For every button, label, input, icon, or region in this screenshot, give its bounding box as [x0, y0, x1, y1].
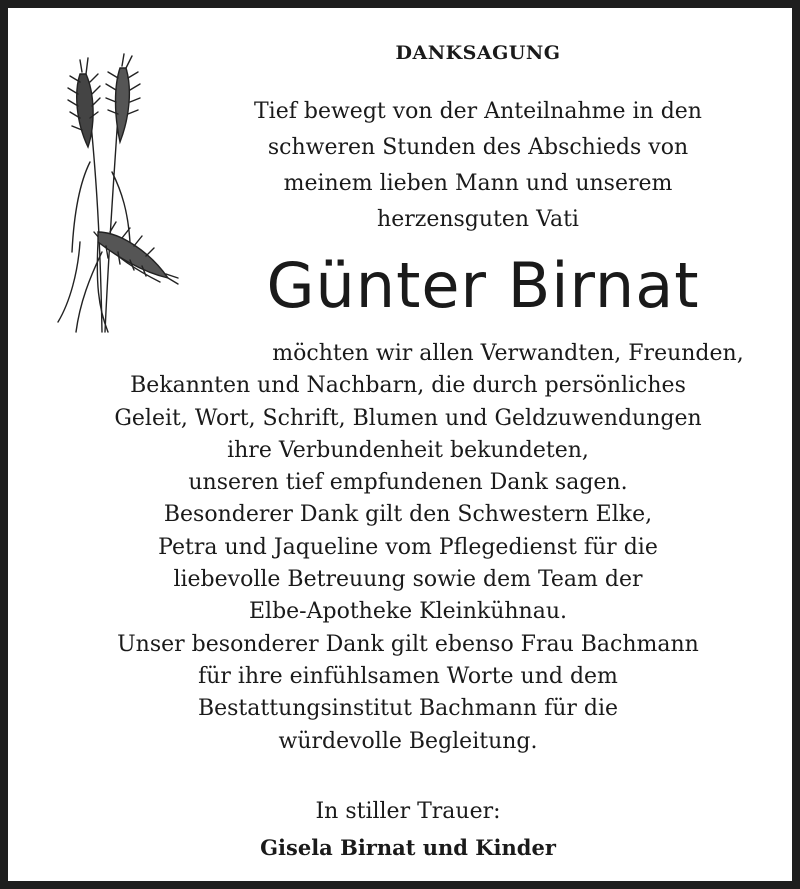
message-line: würdevolle Begleitung. [278, 728, 538, 754]
intro-text [198, 94, 758, 238]
intro-line: schweren Stunden des Abschieds von [267, 135, 689, 160]
closing-line: In stiller Trauer: [315, 799, 501, 824]
message-line: für ihre einfühlsamen Worte und dem [198, 663, 618, 689]
intro-line: meinem lieben Mann und unserem [283, 171, 673, 196]
message-line: Unser besonderer Dank gilt ebenso Frau Bachmann [117, 631, 699, 657]
message-line: Geleit, Wort, Schrift, Blumen und Geldzuwendungen [114, 405, 702, 431]
message-line: ihre Verbundenheit bekundeten, [227, 437, 589, 463]
deceased-name: Günter Birnat [266, 249, 700, 322]
intro-line: Tief bewegt von der Anteilnahme in den [254, 99, 702, 124]
wheat-ears-icon [50, 52, 180, 337]
message-line: Elbe-Apotheke Kleinkühnau. [248, 599, 568, 625]
message-line: Besonderer Dank gilt den Schwestern Elke, [163, 502, 653, 528]
message-line: Bestattungsinstitut Bachmann für die [197, 696, 619, 722]
message-line: Bekannten und Nachbarn, die durch persönliches [130, 373, 686, 399]
heading: DANKSAGUNG [395, 42, 561, 64]
intro-line: herzensguten Vati [377, 207, 579, 232]
message-text [38, 338, 778, 758]
message-line: unseren tief empfundenen Dank sagen. [188, 470, 628, 496]
message-line: Petra und Jaqueline vom Pflegedienst für die [158, 534, 658, 560]
closing-block [108, 794, 708, 866]
signature: Gisela Birnat und Kinder [260, 835, 556, 860]
message-line: liebevolle Betreuung sowie dem Team der [173, 567, 643, 593]
message-line: möchten wir allen Verwandten, Freunden, [272, 341, 744, 366]
